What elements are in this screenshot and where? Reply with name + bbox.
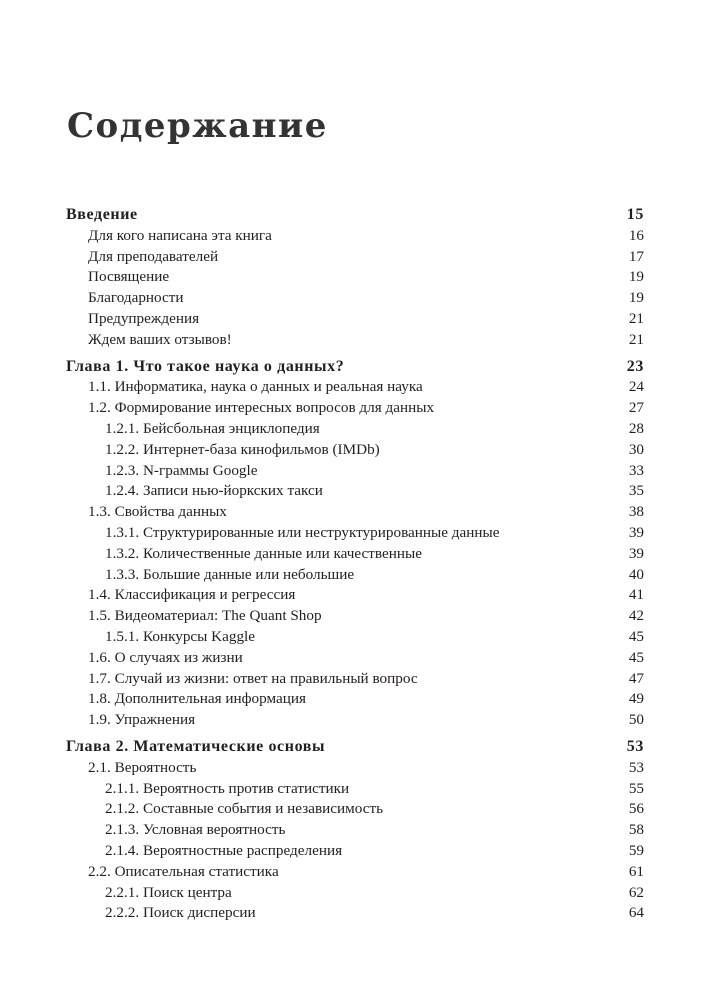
toc-chapter-heading-label: Введение bbox=[66, 206, 138, 223]
toc-section-entry-label: Посвящение bbox=[88, 268, 170, 286]
toc-subsection-entry-label: 2.1.1. Вероятность против статистики bbox=[105, 779, 350, 797]
toc-subsection-entry-label: 1.3.2. Количественные данные или качественные bbox=[105, 544, 422, 562]
toc-section-entry-label: 1.3. Свойства данных bbox=[88, 503, 227, 521]
toc-section-entry bbox=[66, 502, 644, 523]
toc-subsection-entry bbox=[66, 627, 644, 648]
toc-subsection-entry-label: 2.1.3. Условная вероятность bbox=[105, 821, 286, 839]
toc-subsection-entry-page-number: 55 bbox=[628, 779, 644, 797]
toc-section-entry-page-number: 45 bbox=[628, 648, 644, 666]
toc-section-entry-page-number: 41 bbox=[628, 586, 644, 604]
toc-subsection-entry-label: 1.2.2. Интернет-база кинофильмов (IMDb) bbox=[105, 440, 380, 458]
toc-subsection-entry bbox=[66, 544, 644, 565]
toc-section-entry-page-number: 49 bbox=[628, 690, 644, 708]
toc-section-entry-label: 1.4. Классификация и регрессия bbox=[88, 586, 296, 604]
toc-section-entry-page-number: 21 bbox=[628, 309, 644, 327]
toc-subsection-entry bbox=[66, 779, 644, 800]
toc-subsection-entry-page-number: 45 bbox=[628, 627, 644, 645]
toc-subsection-entry-page-number: 39 bbox=[628, 544, 644, 562]
toc-subsection-entry bbox=[66, 461, 644, 482]
toc-subsection-entry-page-number: 62 bbox=[628, 883, 644, 901]
toc-section-entry bbox=[66, 585, 644, 606]
toc-section-entry-page-number: 53 bbox=[628, 758, 644, 776]
toc-subsection-entry-label: 1.2.3. N-граммы Google bbox=[105, 461, 258, 479]
toc-section-entry-label: 2.1. Вероятность bbox=[88, 758, 197, 776]
toc-section-entry-label: 2.2. Описательная статистика bbox=[88, 862, 279, 880]
toc-section-entry bbox=[66, 648, 644, 669]
toc-subsection-entry-page-number: 39 bbox=[628, 523, 644, 541]
toc-subsection-entry-label: 1.3.1. Структурированные или неструктурированные данные bbox=[105, 523, 500, 541]
toc-subsection-entry-page-number: 35 bbox=[628, 482, 644, 500]
toc-subsection-entry bbox=[66, 799, 644, 820]
toc-section-entry-page-number: 27 bbox=[628, 399, 644, 417]
toc-section-entry-page-number: 19 bbox=[628, 268, 644, 286]
toc-subsection-entry-page-number: 28 bbox=[628, 419, 644, 437]
toc-subsection-entry-label: 1.5.1. Конкурсы Kaggle bbox=[105, 627, 256, 645]
toc-chapter-heading bbox=[66, 737, 644, 758]
toc-chapter-heading-page-number: 15 bbox=[626, 206, 644, 223]
toc-section-entry-page-number: 47 bbox=[628, 669, 644, 687]
toc-chapter-heading bbox=[66, 205, 644, 226]
toc-section-entry bbox=[66, 226, 644, 247]
toc-subsection-entry bbox=[66, 903, 644, 924]
toc-subsection-entry bbox=[66, 841, 644, 862]
toc-section-entry bbox=[66, 689, 644, 710]
toc-subsection-entry-label: 1.3.3. Большие данные или небольшие bbox=[105, 565, 355, 583]
toc-subsection-entry-page-number: 56 bbox=[628, 800, 644, 818]
toc-section-entry-label: Предупреждения bbox=[88, 309, 200, 327]
toc-section-entry-label: 1.9. Упражнения bbox=[88, 711, 196, 729]
toc-subsection-entry-page-number: 58 bbox=[628, 821, 644, 839]
toc-section-entry-label: 1.1. Информатика, наука о данных и реальная наука bbox=[88, 378, 423, 396]
toc-section-entry-page-number: 61 bbox=[628, 862, 644, 880]
toc-section-entry-page-number: 19 bbox=[628, 289, 644, 307]
toc-section-entry-label: Для преподавателей bbox=[88, 247, 219, 265]
toc-subsection-entry-label: 2.2.1. Поиск центра bbox=[105, 883, 232, 901]
page-title: Содержание bbox=[67, 106, 328, 146]
toc-subsection-entry-label: 1.2.4. Записи нью-йоркских такси bbox=[105, 482, 323, 500]
toc-section-entry-label: 1.7. Случай из жизни: ответ на правильный вопрос bbox=[88, 669, 418, 687]
toc-subsection-entry bbox=[66, 523, 644, 544]
toc-subsection-entry bbox=[66, 419, 644, 440]
toc-section bbox=[66, 737, 644, 924]
toc-section bbox=[66, 357, 644, 731]
toc-section-entry-label: Благодарности bbox=[88, 289, 184, 307]
toc-section bbox=[66, 205, 644, 351]
toc-section-entry bbox=[66, 398, 644, 419]
toc-subsection-entry-page-number: 33 bbox=[628, 461, 644, 479]
toc-section-entry bbox=[66, 606, 644, 627]
toc-section-entry bbox=[66, 267, 644, 288]
toc-section-entry-page-number: 17 bbox=[628, 247, 644, 265]
toc-section-entry bbox=[66, 330, 644, 351]
toc-section-entry-label: 1.6. О случаях из жизни bbox=[88, 648, 243, 666]
toc-subsection-entry-label: 1.2.1. Бейсбольная энциклопедия bbox=[105, 419, 320, 437]
toc-section-entry bbox=[66, 377, 644, 398]
toc-subsection-entry bbox=[66, 481, 644, 502]
toc-section-entry-label: 1.2. Формирование интересных вопросов для данных bbox=[88, 399, 435, 417]
toc-subsection-entry-label: 2.2.2. Поиск дисперсии bbox=[105, 904, 256, 922]
toc-section-entry-label: Ждем ваших отзывов! bbox=[88, 330, 232, 348]
toc-subsection-entry-label: 2.1.2. Составные события и независимость bbox=[105, 800, 384, 818]
toc-chapter-heading-label: Глава 2. Математические основы bbox=[66, 737, 326, 755]
toc-subsection-entry bbox=[66, 820, 644, 841]
toc-section-entry-page-number: 50 bbox=[628, 711, 644, 729]
toc-chapter-heading-label: Глава 1. Что такое наука о данных? bbox=[66, 357, 345, 375]
toc-chapter-heading bbox=[66, 357, 644, 378]
toc-subsection-entry bbox=[66, 565, 644, 586]
toc-subsection-entry-page-number: 64 bbox=[628, 904, 644, 922]
toc-section-entry bbox=[66, 288, 644, 309]
toc-section-entry-label: 1.8. Дополнительная информация bbox=[88, 690, 306, 708]
toc-section-entry-page-number: 24 bbox=[628, 378, 644, 396]
toc-section-entry-page-number: 42 bbox=[628, 607, 644, 625]
toc-section-entry-label: 1.5. Видеоматериал: The Quant Shop bbox=[88, 607, 322, 625]
toc-section-entry bbox=[66, 862, 644, 883]
toc-chapter-heading-page-number: 53 bbox=[626, 737, 644, 755]
toc-section-entry bbox=[66, 247, 644, 268]
toc-subsection-entry bbox=[66, 883, 644, 904]
toc-subsection-entry-label: 2.1.4. Вероятностные распределения bbox=[105, 841, 343, 859]
toc-section-entry-page-number: 21 bbox=[628, 330, 644, 348]
table-of-contents bbox=[66, 205, 644, 930]
toc-section-entry bbox=[66, 758, 644, 779]
toc-subsection-entry-page-number: 30 bbox=[628, 440, 644, 458]
toc-section-entry bbox=[66, 710, 644, 731]
toc-section-entry-page-number: 16 bbox=[628, 226, 644, 244]
toc-subsection-entry bbox=[66, 440, 644, 461]
toc-section-entry bbox=[66, 669, 644, 690]
toc-section-entry-label: Для кого написана эта книга bbox=[88, 226, 272, 244]
toc-subsection-entry-page-number: 59 bbox=[628, 841, 644, 859]
toc-section-entry bbox=[66, 309, 644, 330]
toc-chapter-heading-page-number: 23 bbox=[626, 357, 644, 375]
toc-section-entry-page-number: 38 bbox=[628, 503, 644, 521]
toc-subsection-entry-page-number: 40 bbox=[628, 565, 644, 583]
